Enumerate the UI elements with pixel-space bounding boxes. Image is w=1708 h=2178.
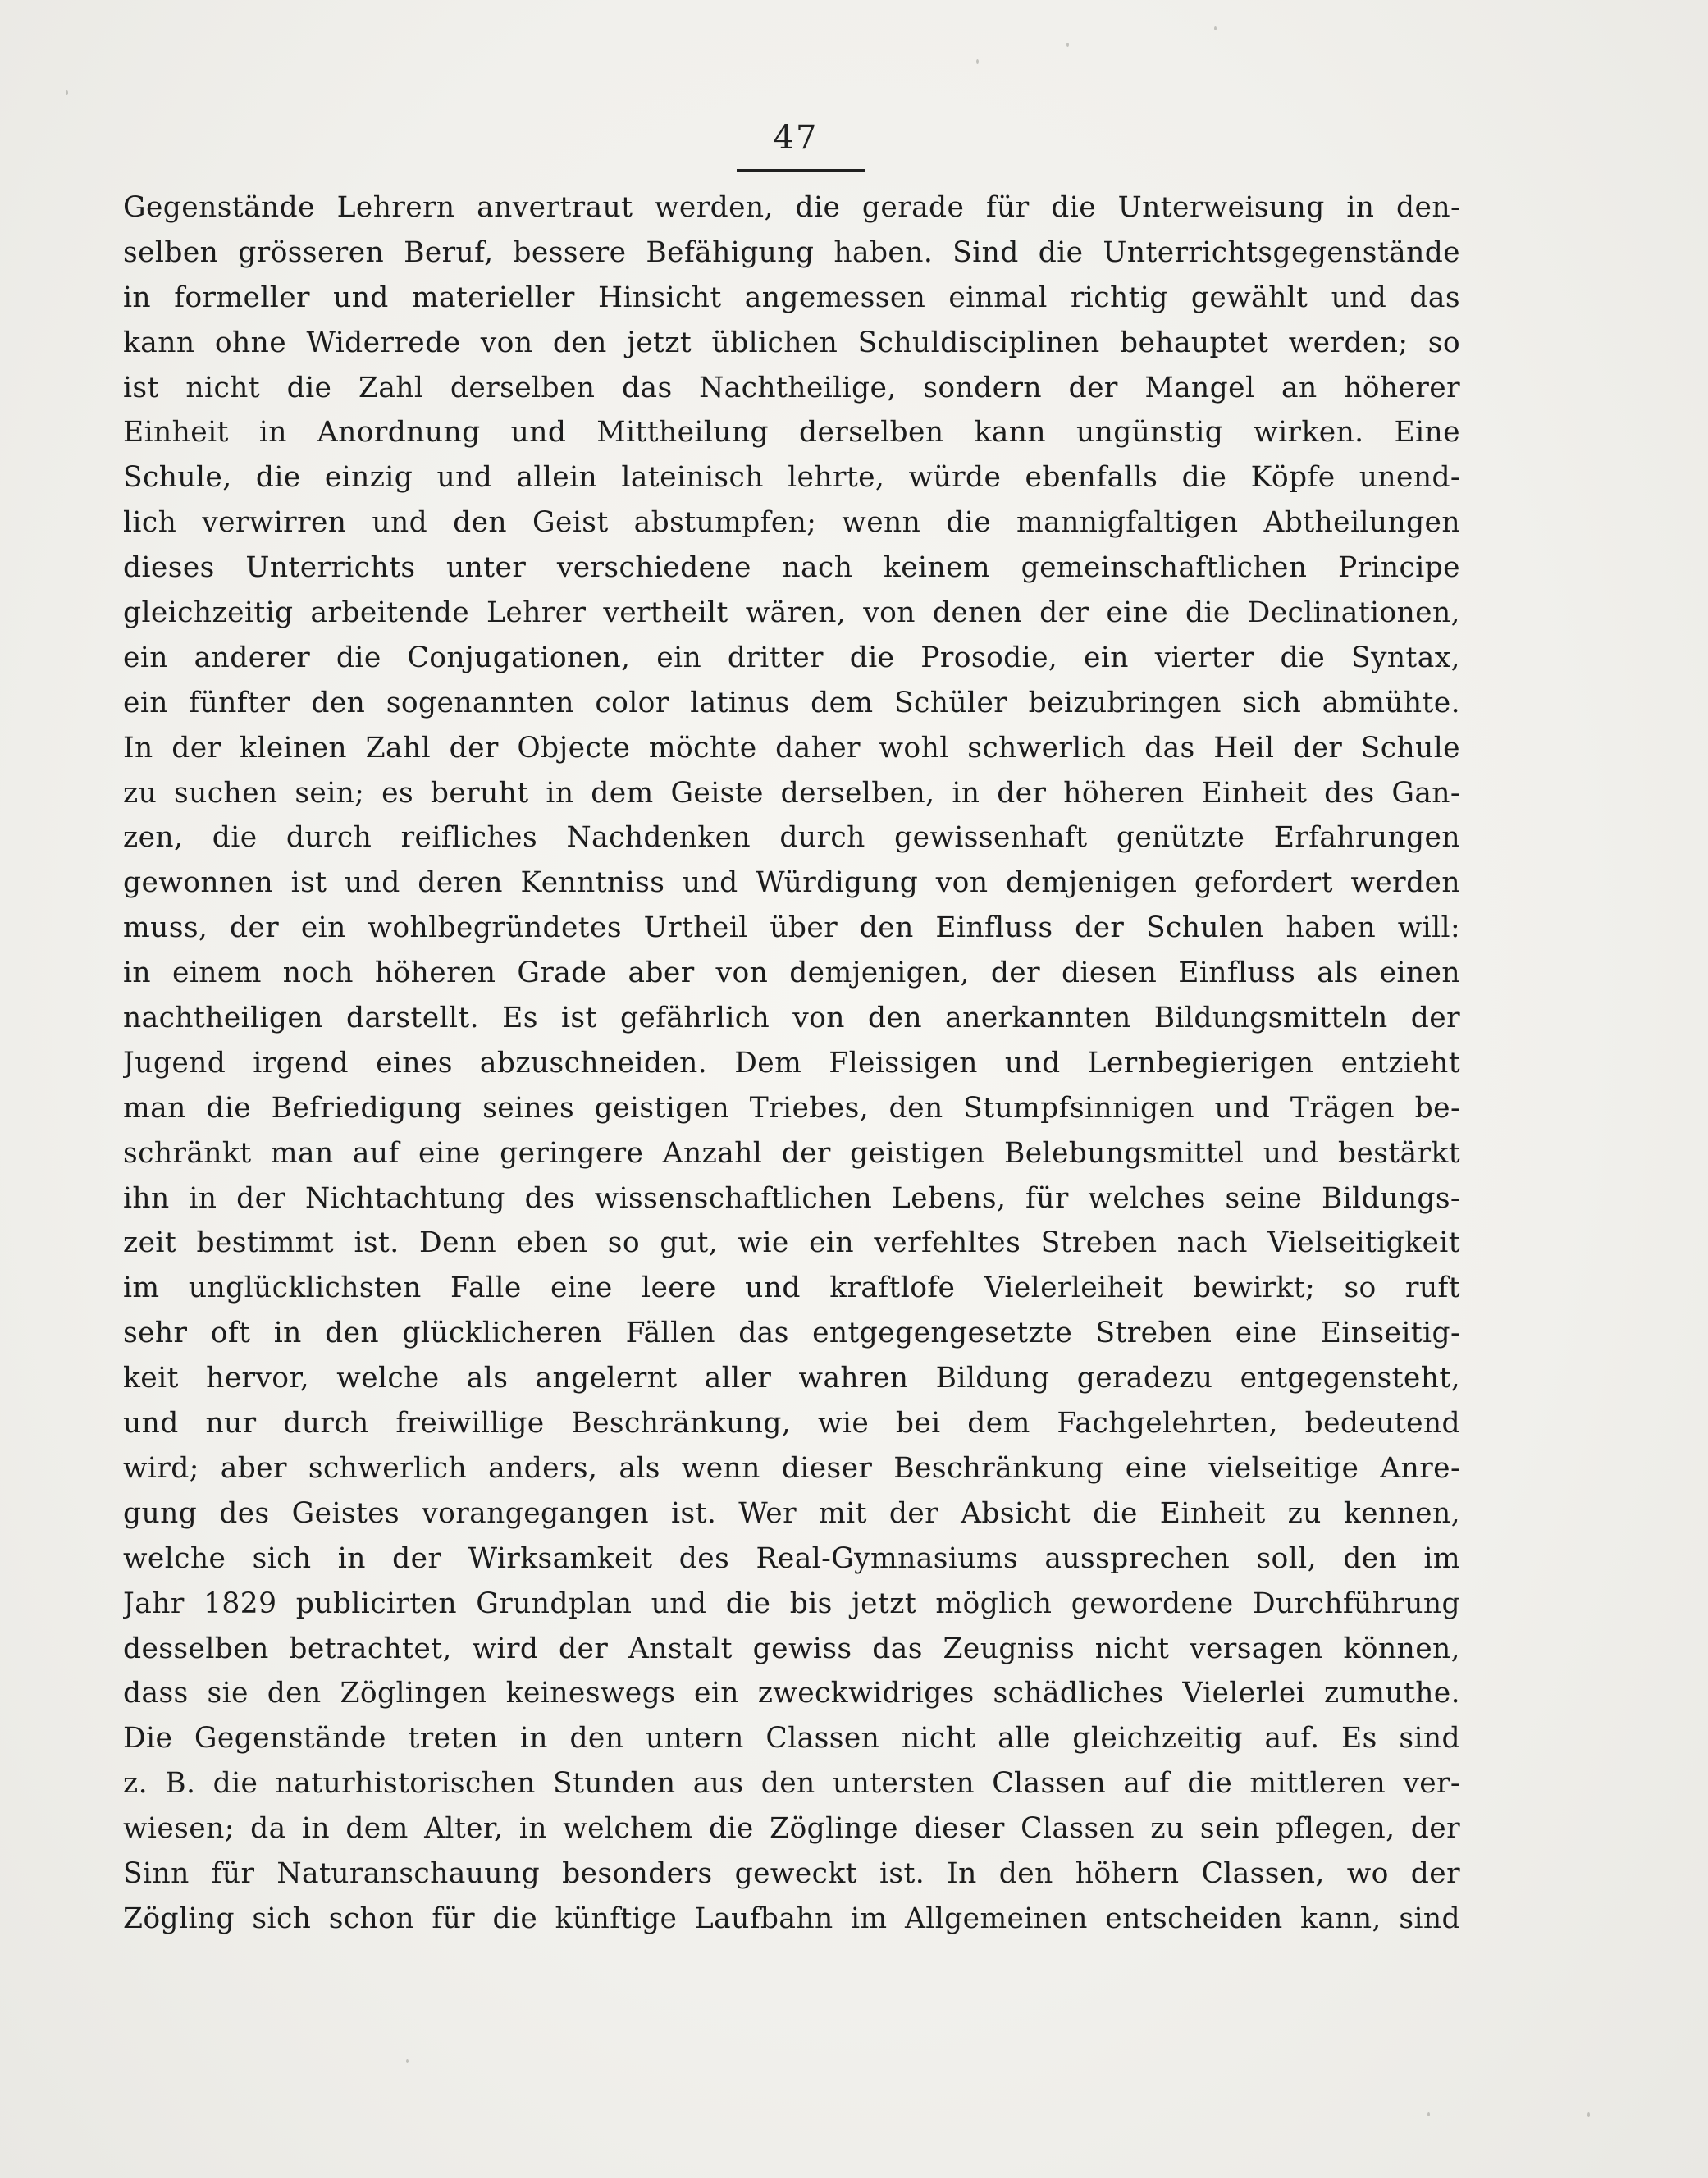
text-line: selben grösseren Beruf, bessere Befähigung haben. Sind die Unterrichtsgegenstände: [123, 235, 1460, 269]
text-line: z. B. die naturhistorischen Stunden aus den untersten Classen auf die mittleren ver-: [123, 1767, 1460, 1801]
paper-speck: [1066, 43, 1069, 47]
text-line: ein fünfter den sogenannten color latinus dem Schüler beizubringen sich abmühte.: [123, 686, 1460, 719]
text-line: Sinn für Naturanschauung besonders geweckt ist. In den höhern Classen, wo der: [123, 1856, 1460, 1890]
text-line: In der kleinen Zahl der Objecte möchte daher wohl schwerlich das Heil der Schule: [123, 731, 1460, 765]
text-line: zeit bestimmt ist. Denn eben so gut, wie ein verfehltes Streben nach Vielseitigkeit: [123, 1226, 1460, 1260]
text-line: Jugend irgend eines abzuschneiden. Dem Fleissigen und Lernbegierigen entzieht: [123, 1046, 1460, 1080]
text-line: ihn in der Nichtachtung des wissenschaftlichen Lebens, für welches seine Bildungs-: [123, 1181, 1460, 1215]
text-line: wiesen; da in dem Alter, in welchem die Zöglinge dieser Classen zu sein pflegen, der: [123, 1812, 1460, 1846]
text-line: sehr oft in den glücklicheren Fällen das entgegengesetzte Streben eine Einseitig-: [123, 1317, 1460, 1350]
text-line: zu suchen sein; es beruht in dem Geiste derselben, in der höheren Einheit des Gan-: [123, 776, 1460, 810]
text-line: Gegenstände Lehrern anvertraut werden, die gerade für die Unterweisung in den-: [123, 191, 1460, 224]
text-line: zen, die durch reifliches Nachdenken durch gewissenhaft genützte Erfahrungen: [123, 821, 1460, 855]
text-line: gleichzeitig arbeitende Lehrer vertheilt wären, von denen der eine die Declinationen,: [123, 596, 1460, 630]
text-line: dieses Unterrichts unter verschiedene nach keinem gemeinschaftlichen Principe: [123, 551, 1460, 585]
text-line: Die Gegenstände treten in den untern Classen nicht alle gleichzeitig auf. Es sind: [123, 1722, 1460, 1756]
page-number: 47: [773, 119, 819, 157]
text-line: desselben betrachtet, wird der Anstalt gewiss das Zeugniss nicht versagen können,: [123, 1632, 1460, 1665]
text-line: in einem noch höheren Grade aber von demjenigen, der diesen Einfluss als einen: [123, 957, 1460, 990]
body-text: [123, 185, 1460, 1942]
text-line: schränkt man auf eine geringere Anzahl der geistigen Belebungsmittel und bestärkt: [123, 1136, 1460, 1170]
text-line: und nur durch freiwillige Beschränkung, wie bei dem Fachgelehrten, bedeutend: [123, 1407, 1460, 1441]
text-line: wird; aber schwerlich anders, als wenn dieser Beschränkung eine vielseitige Anre-: [123, 1451, 1460, 1485]
text-line: welche sich in der Wirksamkeit des Real-Gymnasiums aussprechen soll, den im: [123, 1541, 1460, 1575]
text-line: gung des Geistes vorangegangen ist. Wer mit der Absicht die Einheit zu kennen,: [123, 1496, 1460, 1530]
paper-speck: [406, 2059, 409, 2063]
text-line: ein anderer die Conjugationen, ein dritter die Prosodie, ein vierter die Syntax,: [123, 641, 1460, 674]
text-line: dass sie den Zöglingen keineswegs ein zweckwidriges schädliches Vielerlei zumuthe.: [123, 1677, 1460, 1710]
text-line: kann ohne Widerrede von den jetzt üblichen Schuldisciplinen behauptet werden; so: [123, 326, 1460, 359]
text-line: nachtheiligen darstellt. Es ist gefährlich von den anerkannten Bildungsmitteln der: [123, 1002, 1460, 1035]
paper-speck: [976, 59, 979, 64]
paper-speck: [1427, 2112, 1430, 2116]
text-line: gewonnen ist und deren Kenntniss und Würdigung von demjenigen gefordert werden: [123, 866, 1460, 900]
text-line: in formeller und materieller Hinsicht angemessen einmal richtig gewählt und das: [123, 281, 1460, 314]
text-line: muss, der ein wohlbegründetes Urtheil über den Einfluss der Schulen haben will:: [123, 911, 1460, 945]
paper-speck: [66, 90, 68, 95]
text-line: lich verwirren und den Geist abstumpfen; wenn die mannigfaltigen Abtheilungen: [123, 506, 1460, 540]
paper-speck: [1587, 2112, 1590, 2117]
header-rule: [737, 169, 865, 172]
page-header: [0, 113, 1708, 179]
text-line: Schule, die einzig und allein lateinisch lehrte, würde ebenfalls die Köpfe unend-: [123, 461, 1460, 495]
text-line: keit hervor, welche als angelernt aller wahren Bildung geradezu entgegensteht,: [123, 1362, 1460, 1395]
text-line: Einheit in Anordnung und Mittheilung derselben kann ungünstig wirken. Eine: [123, 416, 1460, 450]
text-line: im unglücklichsten Falle eine leere und kraftlofe Vielerleiheit bewirkt; so ruft: [123, 1272, 1460, 1305]
text-line: Jahr 1829 publicirten Grundplan und die bis jetzt möglich gewordene Durchführung: [123, 1587, 1460, 1620]
text-line: man die Befriedigung seines geistigen Triebes, den Stumpfsinnigen und Trägen be-: [123, 1091, 1460, 1125]
paper-speck: [1214, 26, 1217, 30]
text-line: Zögling sich schon für die künftige Laufbahn im Allgemeinen entscheiden kann, sind: [123, 1902, 1460, 1935]
text-line: ist nicht die Zahl derselben das Nachtheilige, sondern der Mangel an höherer: [123, 371, 1460, 404]
